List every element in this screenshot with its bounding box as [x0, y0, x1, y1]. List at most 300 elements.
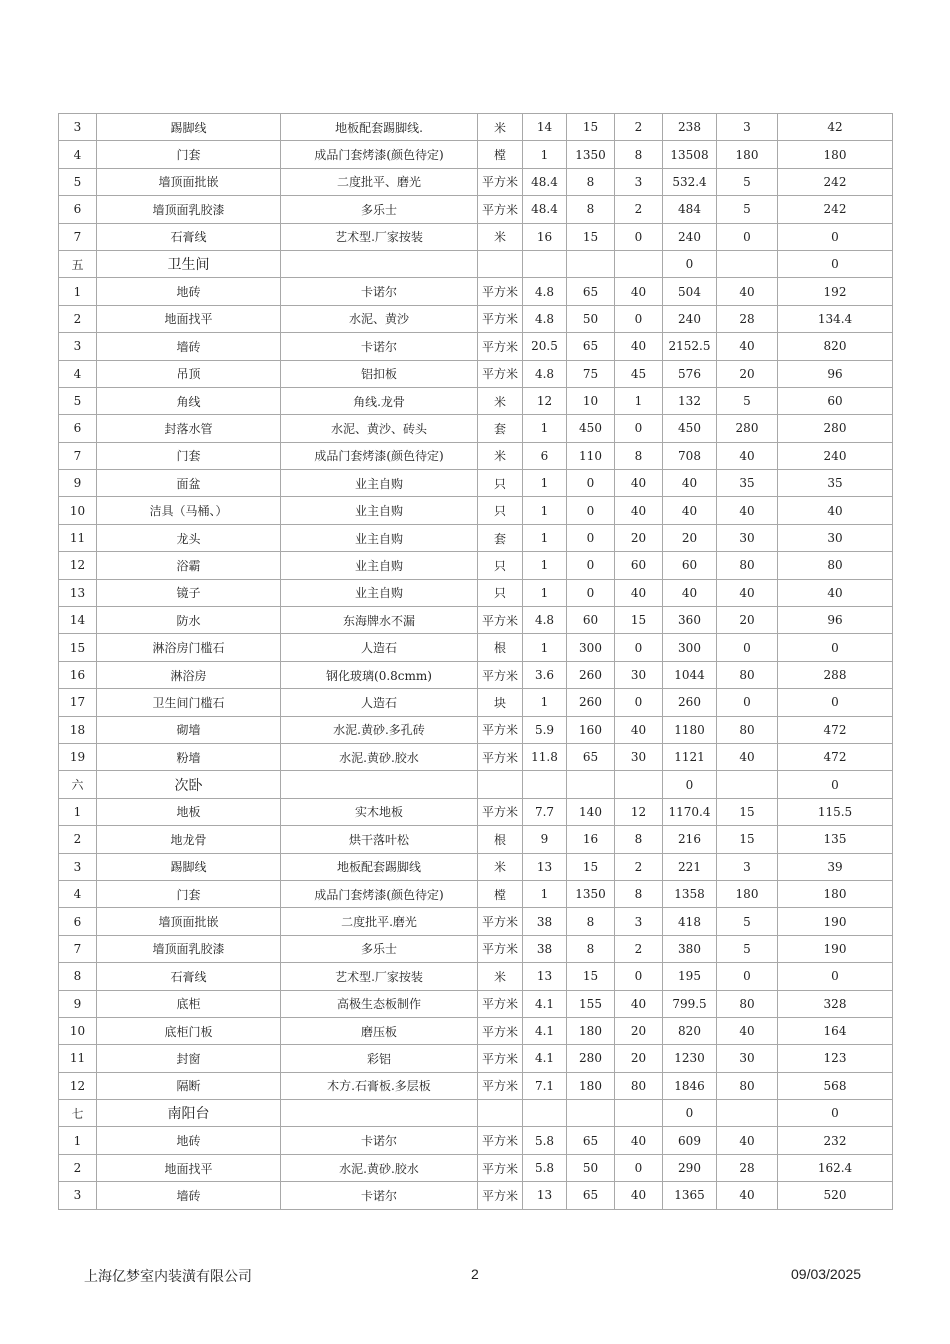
material-cell: 角线.龙骨	[281, 387, 478, 414]
item-name-cell: 洁具（马桶、）	[97, 497, 281, 524]
item-name-cell: 面盆	[97, 470, 281, 497]
quantity-cell: 16	[523, 223, 567, 250]
item-name-cell: 卫生间	[97, 250, 281, 277]
labor-price-cell: 2	[615, 935, 663, 962]
unit-cell: 根	[478, 634, 523, 661]
table-row	[59, 470, 893, 497]
item-no-cell: 19	[59, 743, 97, 770]
item-no-cell: 4	[59, 880, 97, 907]
labor-unit-cell: 5	[717, 908, 778, 935]
item-name-cell: 石膏线	[97, 223, 281, 250]
table-row	[59, 853, 893, 880]
labor-unit-cell: 40	[717, 1127, 778, 1154]
unit-cell: 平方米	[478, 1182, 523, 1209]
labor-price-cell: 0	[615, 223, 663, 250]
labor-price-cell: 2	[615, 196, 663, 223]
material-total-cell: 1358	[663, 880, 717, 907]
material-total-cell: 360	[663, 607, 717, 634]
material-total-cell: 0	[663, 771, 717, 798]
material-price-cell: 280	[567, 1045, 615, 1072]
material-total-cell: 1230	[663, 1045, 717, 1072]
labor-price-cell: 40	[615, 579, 663, 606]
item-name-cell: 墙砖	[97, 1182, 281, 1209]
labor-price-cell: 0	[615, 689, 663, 716]
material-cell: 艺术型.厂家按装	[281, 223, 478, 250]
material-cell: 水泥.黄砂.多孔砖	[281, 716, 478, 743]
item-name-cell: 门套	[97, 880, 281, 907]
unit-cell: 只	[478, 579, 523, 606]
unit-cell: 套	[478, 415, 523, 442]
material-price-cell: 8	[567, 908, 615, 935]
table-row	[59, 1045, 893, 1072]
item-no-cell: 六	[59, 771, 97, 798]
unit-cell: 平方米	[478, 1154, 523, 1181]
item-name-cell: 地龙骨	[97, 826, 281, 853]
labor-price-cell: 40	[615, 470, 663, 497]
item-name-cell: 龙头	[97, 524, 281, 551]
labor-price-cell: 40	[615, 716, 663, 743]
material-cell: 业主自购	[281, 552, 478, 579]
labor-price-cell: 3	[615, 168, 663, 195]
unit-cell: 米	[478, 442, 523, 469]
labor-total-cell: 328	[778, 990, 893, 1017]
labor-unit-cell	[717, 1100, 778, 1127]
table-row	[59, 689, 893, 716]
section-row	[59, 771, 893, 798]
item-name-cell: 石膏线	[97, 963, 281, 990]
item-no-cell: 17	[59, 689, 97, 716]
quantity-cell: 11.8	[523, 743, 567, 770]
material-total-cell: 1365	[663, 1182, 717, 1209]
labor-price-cell: 0	[615, 1154, 663, 1181]
material-cell: 高极生态板制作	[281, 990, 478, 1017]
material-price-cell: 15	[567, 114, 615, 141]
unit-cell: 平方米	[478, 1045, 523, 1072]
material-cell: 卡诺尔	[281, 1182, 478, 1209]
material-price-cell: 0	[567, 497, 615, 524]
quantity-cell: 38	[523, 908, 567, 935]
labor-unit-cell: 80	[717, 661, 778, 688]
labor-price-cell: 0	[615, 305, 663, 332]
labor-price-cell: 8	[615, 826, 663, 853]
item-no-cell: 2	[59, 1154, 97, 1181]
labor-total-cell: 60	[778, 387, 893, 414]
item-no-cell: 7	[59, 442, 97, 469]
material-total-cell: 418	[663, 908, 717, 935]
item-name-cell: 踢脚线	[97, 853, 281, 880]
labor-total-cell: 240	[778, 442, 893, 469]
material-price-cell: 15	[567, 853, 615, 880]
quantity-cell: 1	[523, 415, 567, 442]
item-name-cell: 封落水管	[97, 415, 281, 442]
material-cell: 地板配套踢脚线.	[281, 114, 478, 141]
labor-total-cell: 568	[778, 1072, 893, 1099]
material-cell: 多乐士	[281, 935, 478, 962]
table-row	[59, 990, 893, 1017]
labor-price-cell: 8	[615, 141, 663, 168]
labor-total-cell: 0	[778, 689, 893, 716]
labor-price-cell: 60	[615, 552, 663, 579]
table-row	[59, 963, 893, 990]
material-cell: 多乐士	[281, 196, 478, 223]
item-name-cell: 次卧	[97, 771, 281, 798]
material-cell: 业主自购	[281, 579, 478, 606]
material-price-cell: 0	[567, 579, 615, 606]
labor-price-cell: 30	[615, 743, 663, 770]
unit-cell: 平方米	[478, 1072, 523, 1099]
material-total-cell: 2152.5	[663, 333, 717, 360]
material-cell: 成品门套烤漆(颜色待定)	[281, 880, 478, 907]
item-no-cell: 3	[59, 333, 97, 360]
labor-price-cell: 2	[615, 853, 663, 880]
labor-total-cell: 180	[778, 141, 893, 168]
item-no-cell: 8	[59, 963, 97, 990]
labor-unit-cell: 20	[717, 607, 778, 634]
quantity-cell: 5.8	[523, 1154, 567, 1181]
item-name-cell: 门套	[97, 141, 281, 168]
table-row	[59, 387, 893, 414]
unit-cell: 平方米	[478, 743, 523, 770]
material-total-cell: 40	[663, 579, 717, 606]
page-number: 2	[471, 1266, 479, 1282]
material-total-cell: 195	[663, 963, 717, 990]
unit-cell: 平方米	[478, 1017, 523, 1044]
labor-total-cell: 0	[778, 250, 893, 277]
labor-total-cell: 192	[778, 278, 893, 305]
quantity-cell: 13	[523, 963, 567, 990]
table-row	[59, 935, 893, 962]
item-no-cell: 18	[59, 716, 97, 743]
material-cell	[281, 771, 478, 798]
unit-cell: 米	[478, 853, 523, 880]
item-name-cell: 粉墙	[97, 743, 281, 770]
material-total-cell: 40	[663, 497, 717, 524]
item-name-cell: 卫生间门槛石	[97, 689, 281, 716]
unit-cell: 平方米	[478, 716, 523, 743]
quantity-cell: 12	[523, 387, 567, 414]
item-no-cell: 14	[59, 607, 97, 634]
quantity-cell: 20.5	[523, 333, 567, 360]
unit-cell: 平方米	[478, 798, 523, 825]
material-cell: 水泥.黄砂.胶水	[281, 1154, 478, 1181]
material-cell: 卡诺尔	[281, 333, 478, 360]
material-price-cell: 180	[567, 1017, 615, 1044]
labor-total-cell: 242	[778, 196, 893, 223]
material-price-cell: 0	[567, 524, 615, 551]
material-total-cell: 1846	[663, 1072, 717, 1099]
material-price-cell: 8	[567, 935, 615, 962]
material-total-cell: 240	[663, 305, 717, 332]
material-price-cell: 75	[567, 360, 615, 387]
unit-cell: 米	[478, 387, 523, 414]
item-name-cell: 底柜	[97, 990, 281, 1017]
quantity-cell: 4.8	[523, 607, 567, 634]
material-total-cell: 290	[663, 1154, 717, 1181]
labor-total-cell: 42	[778, 114, 893, 141]
labor-unit-cell: 180	[717, 880, 778, 907]
material-total-cell: 799.5	[663, 990, 717, 1017]
table-row	[59, 497, 893, 524]
table-row	[59, 1127, 893, 1154]
labor-total-cell: 280	[778, 415, 893, 442]
material-total-cell: 1121	[663, 743, 717, 770]
labor-price-cell: 2	[615, 114, 663, 141]
table-row	[59, 168, 893, 195]
table-row	[59, 908, 893, 935]
item-no-cell: 12	[59, 552, 97, 579]
table-row	[59, 278, 893, 305]
unit-cell: 平方米	[478, 607, 523, 634]
unit-cell: 樘	[478, 880, 523, 907]
labor-total-cell: 520	[778, 1182, 893, 1209]
labor-total-cell: 472	[778, 743, 893, 770]
unit-cell	[478, 250, 523, 277]
item-no-cell: 10	[59, 1017, 97, 1044]
labor-unit-cell: 0	[717, 963, 778, 990]
labor-total-cell: 40	[778, 497, 893, 524]
company-name: 上海亿梦室内装潢有限公司	[84, 1268, 252, 1284]
material-price-cell: 8	[567, 196, 615, 223]
table-row	[59, 607, 893, 634]
item-no-cell: 9	[59, 470, 97, 497]
labor-total-cell: 39	[778, 853, 893, 880]
quantity-cell: 7.7	[523, 798, 567, 825]
material-cell: 磨压板	[281, 1017, 478, 1044]
material-total-cell: 216	[663, 826, 717, 853]
material-total-cell: 820	[663, 1017, 717, 1044]
item-no-cell: 7	[59, 223, 97, 250]
material-price-cell: 1350	[567, 880, 615, 907]
labor-unit-cell: 28	[717, 305, 778, 332]
labor-total-cell: 30	[778, 524, 893, 551]
unit-cell: 套	[478, 524, 523, 551]
labor-total-cell: 162.4	[778, 1154, 893, 1181]
unit-cell: 平方米	[478, 360, 523, 387]
labor-price-cell: 20	[615, 1045, 663, 1072]
item-no-cell: 6	[59, 908, 97, 935]
material-cell: 地板配套踢脚线	[281, 853, 478, 880]
quantity-cell: 6	[523, 442, 567, 469]
material-price-cell: 300	[567, 634, 615, 661]
labor-unit-cell: 5	[717, 168, 778, 195]
table-row	[59, 333, 893, 360]
item-name-cell: 墙顶面批嵌	[97, 908, 281, 935]
table-row	[59, 579, 893, 606]
labor-total-cell: 190	[778, 935, 893, 962]
material-cell: 水泥.黄砂.胶水	[281, 743, 478, 770]
item-no-cell: 五	[59, 250, 97, 277]
item-no-cell: 1	[59, 1127, 97, 1154]
item-no-cell: 3	[59, 853, 97, 880]
labor-total-cell: 134.4	[778, 305, 893, 332]
labor-unit-cell: 40	[717, 278, 778, 305]
labor-unit-cell: 80	[717, 716, 778, 743]
labor-total-cell: 35	[778, 470, 893, 497]
material-total-cell: 260	[663, 689, 717, 716]
material-price-cell: 50	[567, 1154, 615, 1181]
unit-cell: 平方米	[478, 196, 523, 223]
labor-price-cell: 8	[615, 442, 663, 469]
quantity-cell: 4.1	[523, 1017, 567, 1044]
labor-total-cell: 40	[778, 579, 893, 606]
quantity-cell: 1	[523, 497, 567, 524]
table-row	[59, 1154, 893, 1181]
labor-total-cell: 0	[778, 963, 893, 990]
section-row	[59, 250, 893, 277]
labor-price-cell: 8	[615, 880, 663, 907]
material-price-cell: 65	[567, 743, 615, 770]
item-no-cell: 3	[59, 114, 97, 141]
material-price-cell: 15	[567, 963, 615, 990]
section-row	[59, 1100, 893, 1127]
labor-price-cell: 40	[615, 1127, 663, 1154]
material-total-cell: 300	[663, 634, 717, 661]
labor-price-cell: 40	[615, 497, 663, 524]
labor-unit-cell: 40	[717, 442, 778, 469]
material-total-cell: 40	[663, 470, 717, 497]
labor-unit-cell: 40	[717, 333, 778, 360]
item-no-cell: 4	[59, 141, 97, 168]
item-name-cell: 墙顶面乳胶漆	[97, 196, 281, 223]
unit-cell	[478, 771, 523, 798]
material-cell: 人造石	[281, 689, 478, 716]
item-no-cell: 4	[59, 360, 97, 387]
quantity-cell: 13	[523, 1182, 567, 1209]
material-price-cell: 65	[567, 333, 615, 360]
material-price-cell: 15	[567, 223, 615, 250]
labor-unit-cell: 180	[717, 141, 778, 168]
material-cell	[281, 250, 478, 277]
table-row	[59, 880, 893, 907]
labor-total-cell: 190	[778, 908, 893, 935]
labor-total-cell: 472	[778, 716, 893, 743]
material-cell: 业主自购	[281, 470, 478, 497]
item-no-cell: 15	[59, 634, 97, 661]
labor-unit-cell	[717, 250, 778, 277]
table-row	[59, 223, 893, 250]
material-cell: 水泥、黄沙	[281, 305, 478, 332]
item-name-cell: 浴霸	[97, 552, 281, 579]
labor-price-cell	[615, 1100, 663, 1127]
quantity-cell: 14	[523, 114, 567, 141]
material-price-cell: 1350	[567, 141, 615, 168]
item-name-cell: 南阳台	[97, 1100, 281, 1127]
labor-total-cell: 96	[778, 607, 893, 634]
unit-cell: 只	[478, 497, 523, 524]
table-row	[59, 743, 893, 770]
item-name-cell: 角线	[97, 387, 281, 414]
labor-price-cell: 40	[615, 1182, 663, 1209]
table-row	[59, 634, 893, 661]
item-name-cell: 墙顶面乳胶漆	[97, 935, 281, 962]
item-name-cell: 地面找平	[97, 305, 281, 332]
material-price-cell: 160	[567, 716, 615, 743]
item-no-cell: 13	[59, 579, 97, 606]
quantity-cell: 38	[523, 935, 567, 962]
quantity-cell: 4.8	[523, 305, 567, 332]
quantity-cell	[523, 1100, 567, 1127]
material-price-cell: 140	[567, 798, 615, 825]
item-no-cell: 10	[59, 497, 97, 524]
labor-price-cell: 40	[615, 278, 663, 305]
labor-unit-cell: 5	[717, 387, 778, 414]
item-name-cell: 封窗	[97, 1045, 281, 1072]
labor-price-cell: 0	[615, 415, 663, 442]
labor-price-cell: 80	[615, 1072, 663, 1099]
unit-cell: 平方米	[478, 278, 523, 305]
item-no-cell: 1	[59, 798, 97, 825]
unit-cell: 平方米	[478, 168, 523, 195]
item-name-cell: 隔断	[97, 1072, 281, 1099]
table-row	[59, 524, 893, 551]
labor-total-cell: 0	[778, 223, 893, 250]
item-no-cell: 6	[59, 196, 97, 223]
labor-price-cell: 0	[615, 634, 663, 661]
item-no-cell: 七	[59, 1100, 97, 1127]
material-total-cell: 1044	[663, 661, 717, 688]
quantity-cell: 7.1	[523, 1072, 567, 1099]
labor-total-cell: 115.5	[778, 798, 893, 825]
labor-unit-cell: 20	[717, 360, 778, 387]
item-name-cell: 墙顶面批嵌	[97, 168, 281, 195]
material-price-cell: 65	[567, 1127, 615, 1154]
item-no-cell: 12	[59, 1072, 97, 1099]
labor-price-cell	[615, 771, 663, 798]
labor-unit-cell: 5	[717, 935, 778, 962]
material-total-cell: 532.4	[663, 168, 717, 195]
item-no-cell: 11	[59, 524, 97, 551]
material-cell: 卡诺尔	[281, 1127, 478, 1154]
quantity-cell: 1	[523, 880, 567, 907]
labor-unit-cell: 0	[717, 223, 778, 250]
material-price-cell	[567, 771, 615, 798]
item-name-cell: 防水	[97, 607, 281, 634]
labor-total-cell: 0	[778, 1100, 893, 1127]
item-no-cell: 2	[59, 826, 97, 853]
unit-cell: 米	[478, 114, 523, 141]
item-no-cell: 16	[59, 661, 97, 688]
labor-unit-cell: 80	[717, 1072, 778, 1099]
material-cell: 钢化玻璃(0.8cmm)	[281, 661, 478, 688]
labor-unit-cell: 40	[717, 743, 778, 770]
material-price-cell: 260	[567, 661, 615, 688]
item-no-cell: 5	[59, 168, 97, 195]
labor-price-cell: 40	[615, 333, 663, 360]
material-price-cell: 155	[567, 990, 615, 1017]
quantity-cell: 4.8	[523, 278, 567, 305]
material-price-cell	[567, 1100, 615, 1127]
quantity-cell: 3.6	[523, 661, 567, 688]
quantity-cell: 1	[523, 141, 567, 168]
labor-unit-cell	[717, 771, 778, 798]
material-total-cell: 60	[663, 552, 717, 579]
labor-total-cell: 232	[778, 1127, 893, 1154]
unit-cell: 平方米	[478, 935, 523, 962]
labor-total-cell: 0	[778, 634, 893, 661]
labor-total-cell: 288	[778, 661, 893, 688]
material-total-cell: 13508	[663, 141, 717, 168]
material-price-cell: 110	[567, 442, 615, 469]
unit-cell: 米	[478, 963, 523, 990]
item-name-cell: 底柜门板	[97, 1017, 281, 1044]
unit-cell: 根	[478, 826, 523, 853]
unit-cell: 樘	[478, 141, 523, 168]
quantity-cell: 9	[523, 826, 567, 853]
quantity-cell: 4.1	[523, 990, 567, 1017]
material-cell: 铝扣板	[281, 360, 478, 387]
item-name-cell: 地砖	[97, 278, 281, 305]
item-no-cell: 6	[59, 415, 97, 442]
